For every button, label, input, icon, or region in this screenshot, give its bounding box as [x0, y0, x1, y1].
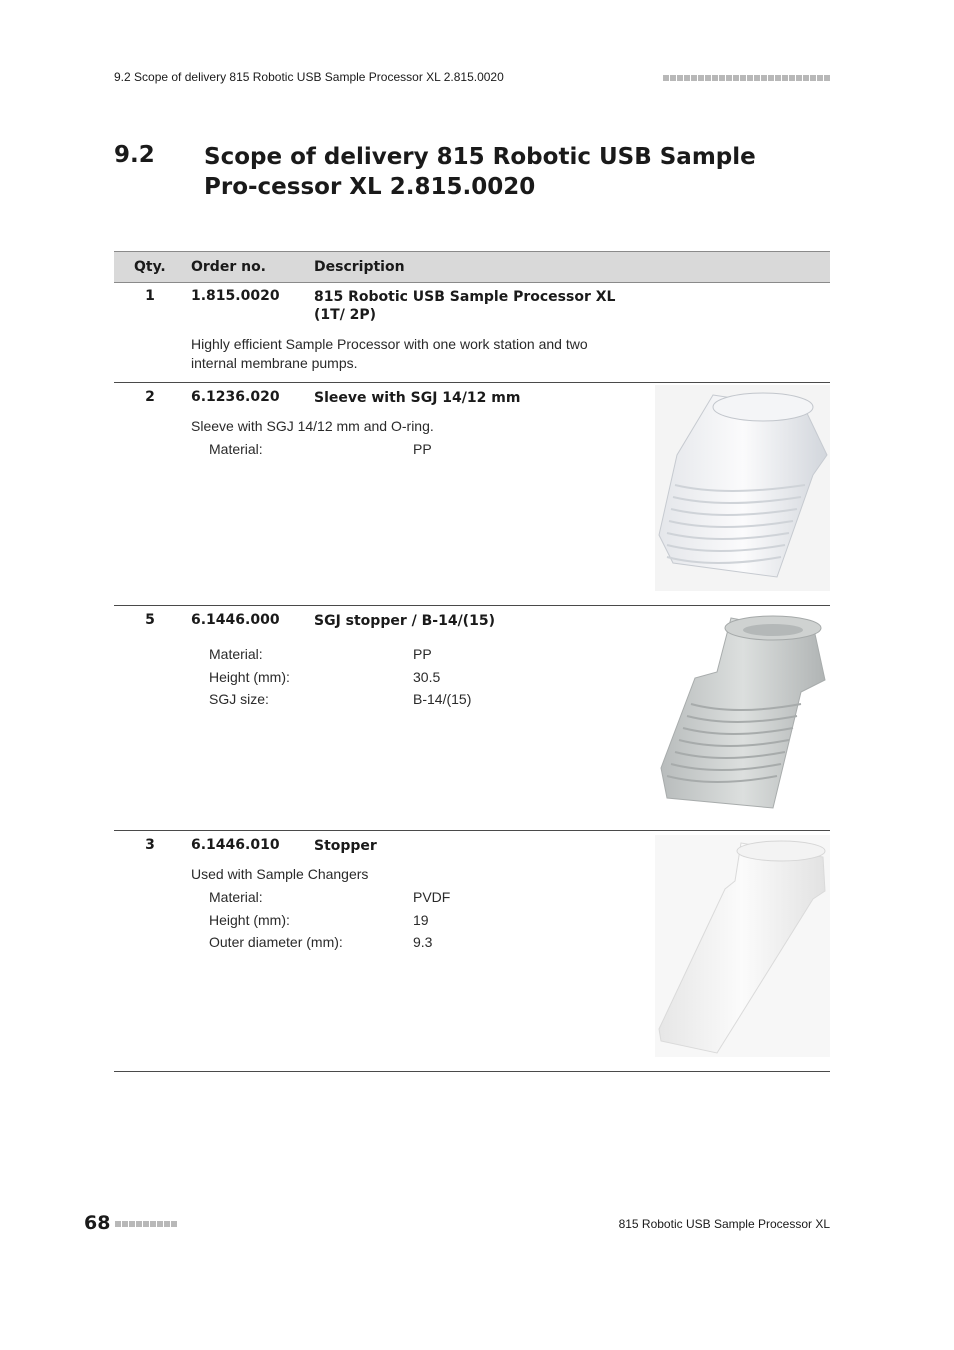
property-row: [209, 912, 609, 935]
row-qty: 5: [145, 612, 155, 628]
property-row: [209, 441, 609, 464]
property-key: Material:: [209, 441, 263, 457]
row-qty: 3: [145, 837, 155, 853]
table-row: [114, 383, 830, 606]
page-number: 68: [84, 1212, 111, 1234]
table-row: [114, 606, 830, 831]
row-description: Used with Sample Changers: [191, 866, 369, 882]
table-row: [114, 831, 830, 1072]
property-value: PP: [413, 646, 432, 662]
property-value: PVDF: [413, 889, 451, 905]
property-row: [209, 691, 609, 714]
property-row: [209, 934, 609, 957]
row-properties: [209, 889, 609, 957]
row-qty: 2: [145, 389, 155, 405]
row-title: Sleeve with SGJ 14/12 mm: [314, 390, 521, 406]
property-row: [209, 669, 609, 692]
decorative-squares: [663, 75, 830, 81]
property-value: PP: [413, 441, 432, 457]
property-row: [209, 889, 609, 912]
property-key: Outer diameter (mm):: [209, 934, 343, 950]
column-header-description: Description: [314, 259, 405, 275]
row-qty: 1: [145, 288, 155, 304]
property-key: Height (mm):: [209, 911, 290, 928]
section-title: Scope of delivery 815 Robotic USB Sample Pro-cessor XL 2.815.0020: [204, 144, 756, 200]
property-row: [209, 646, 609, 669]
table-row: [114, 282, 830, 383]
sgj-stopper-image: [655, 608, 830, 816]
row-title: 815 Robotic USB Sample Processor XL (1T/ 2P): [314, 289, 616, 323]
row-properties: [209, 441, 609, 464]
sleeve-image: [655, 385, 830, 591]
stopper-image: [655, 835, 830, 1057]
footer-doc-title: 815 Robotic USB Sample Processor XL: [618, 1217, 830, 1231]
property-key: Height (mm):: [209, 668, 290, 685]
property-value: 30.5: [413, 668, 441, 685]
property-value: 19: [413, 911, 429, 928]
row-title: Stopper: [314, 838, 377, 854]
row-description: Sleeve with SGJ 14/12 mm and O-ring.: [191, 418, 434, 434]
page-footer: [84, 1212, 830, 1236]
property-key: Material:: [209, 646, 263, 662]
column-header-qty: Qty.: [134, 259, 166, 275]
decorative-squares: [115, 1221, 177, 1227]
section-number: 9.2: [114, 142, 155, 168]
property-key: SGJ size:: [209, 691, 269, 707]
property-value: 9.3: [413, 934, 433, 950]
row-description: Highly efficient Sample Processor with one work station and two internal membrane pumps.: [191, 336, 588, 371]
property-value: B-14/(15): [413, 691, 472, 707]
column-header-order-no: Order no.: [191, 259, 267, 275]
property-key: Material:: [209, 889, 263, 905]
row-order-no: 6.1446.000: [191, 612, 280, 628]
row-title: SGJ stopper / B-14/(15): [314, 613, 495, 629]
table-header: [114, 251, 830, 283]
row-order-no: 6.1236.020: [191, 389, 280, 405]
row-order-no: 6.1446.010: [191, 837, 280, 853]
row-properties: [209, 646, 609, 714]
row-order-no: 1.815.0020: [191, 288, 280, 304]
running-header: [114, 70, 830, 88]
running-header-title: 9.2 Scope of delivery 815 Robotic USB Sample Processor XL 2.815.0020: [114, 70, 504, 84]
